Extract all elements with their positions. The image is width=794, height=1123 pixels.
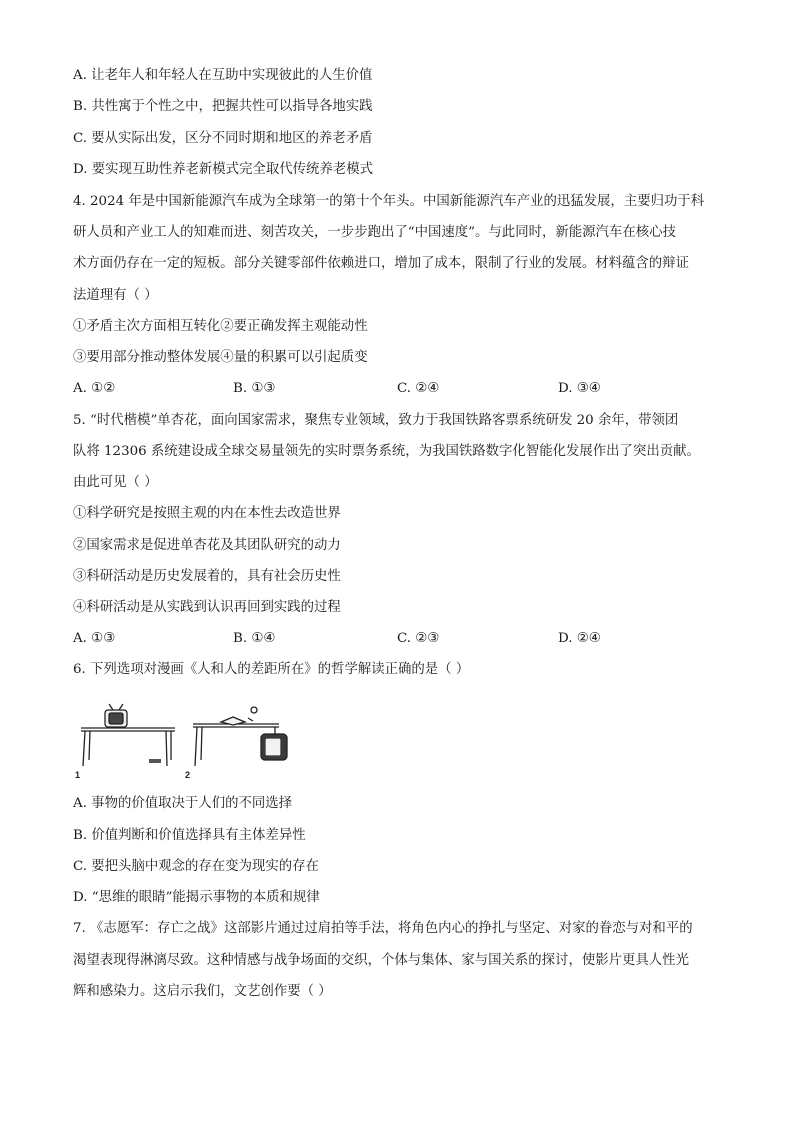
q4-choice-b: B. ①③ (233, 381, 276, 396)
q3-option-a: A. 让老年人和年轻人在互助中实现彼此的人生价值 (73, 68, 373, 83)
q4-statement: ③要用部分推动整体发展④量的积累可以引起质变 (73, 350, 368, 365)
q3-option-b: B. 共性寓于个性之中，把握共性可以指导各地实践 (73, 99, 373, 114)
q5-choice-c: C. ②③ (397, 631, 440, 646)
q5-stem-line: 队将 12306 系统建设成全球交易量领先的实时票务系统，为我国铁路数字化智能化发展作出了突出贡献。 (73, 444, 700, 459)
q6-option-b: B. 价值判断和价值选择具有主体差异性 (73, 828, 306, 843)
q5-statement: ②国家需求是促进单杏花及其团队研究的动力 (73, 538, 341, 553)
q7-stem-line: 辉和感染力。这启示我们，文艺创作要（ ） (73, 984, 332, 999)
q4-stem-line: 研人员和产业工人的知难而进、刻苦攻关，一步步跑出了“中国速度”。与此同时，新能源汽车在核心技 (73, 225, 676, 240)
figure-label-1: 1 (75, 770, 81, 780)
q6-stem: 6. 下列选项对漫画《人和人的差距所在》的哲学解读正确的是（ ） (73, 662, 470, 677)
q5-stem-line: 5. “时代楷模”单杏花，面向国家需求，聚焦专业领域，致力于我国铁路客票系统研发 20 余年，带领团 (73, 413, 679, 428)
q5-statement: ③科研活动是历史发展着的，具有社会历史性 (73, 569, 341, 584)
cartoon-panel-2 (193, 707, 287, 766)
q4-choice-d: D. ③④ (558, 381, 601, 396)
q5-statement: ④科研活动是从实践到认识再回到实践的过程 (73, 600, 341, 615)
cartoon-panel-1 (81, 704, 175, 766)
q7-stem-line: 渴望表现得淋漓尽致。这种情感与战争场面的交织，个体与集体、家与国关系的探讨，使影片更具人性光 (73, 953, 689, 968)
q4-choice-a: A. ①② (73, 381, 116, 396)
q4-stem-line: 4. 2024 年是中国新能源汽车成为全球第一的第十个年头。中国新能源汽车产业的迅猛发展，主要归功于科 (73, 194, 705, 209)
q5-stem-line: 由此可见（ ） (73, 475, 158, 490)
q3-option-c: C. 要从实际出发，区分不同时期和地区的养老矛盾 (73, 131, 373, 146)
q5-choice-a: A. ①③ (73, 631, 116, 646)
q7-stem-line: 7. 《志愿军：存亡之战》这部影片通过过肩拍等手法，将角色内心的挣扎与坚定、对家的眷恋与对和平的 (73, 921, 693, 936)
cartoon-figure (73, 698, 313, 782)
q4-statement: ①矛盾主次方面相互转化②要正确发挥主观能动性 (73, 319, 368, 334)
q4-choice-c: C. ②④ (397, 381, 440, 396)
q6-option-c: C. 要把头脑中观念的存在变为现实的存在 (73, 859, 319, 874)
q6-option-d: D. “思维的眼睛”能揭示事物的本质和规律 (73, 890, 320, 905)
q5-choice-d: D. ②④ (558, 631, 601, 646)
q4-stem-line: 术方面仍存在一定的短板。部分关键零部件依赖进口，增加了成本，限制了行业的发展。材料蕴含的辩证 (73, 256, 689, 271)
q5-statement: ①科学研究是按照主观的内在本性去改造世界 (73, 506, 341, 521)
q4-stem-line: 法道理有（ ） (73, 288, 158, 303)
q6-option-a: A. 事物的价值取决于人们的不同选择 (73, 796, 293, 811)
figure-label-2: 2 (185, 770, 191, 780)
q3-option-d: D. 要实现互助性养老新模式完全取代传统养老模式 (73, 162, 373, 177)
q5-choice-b: B. ①④ (233, 631, 276, 646)
